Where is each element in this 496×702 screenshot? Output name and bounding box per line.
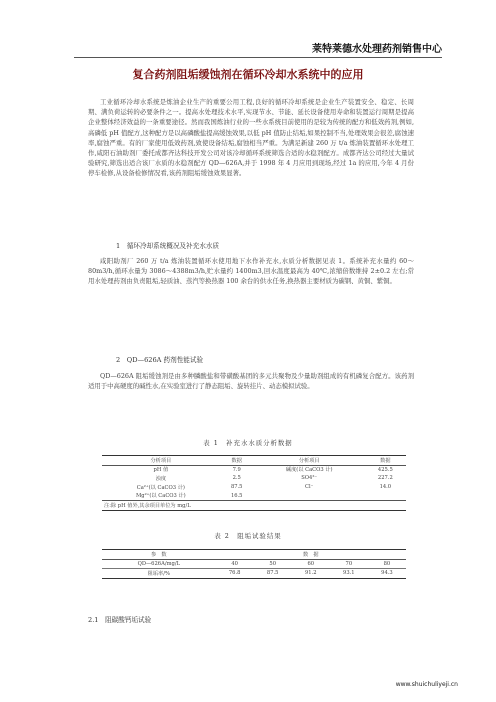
header-cell: 数 据 bbox=[216, 550, 406, 560]
scale-inhibition-table bbox=[102, 549, 406, 579]
section-1-paragraph: 咸阳助剂厂 260 万 t/a 炼油装置循环水使用地下水作补充水,水质分析数据见表 1。系统补充水量约 60～80m3/h,循环水量为 3086～4388m3/h,贮水量约 1400m3,回水温度最高为 40℃,浓缩倍数维持 2±0.2 左右;常用水处理药剂由负责阻垢,轻质油、蒸汽等换热器 100 余台的供水任务,换热器主要材质为碳钢、黄铜、紫铜。 bbox=[88, 257, 414, 286]
table-cell: 87.5 bbox=[266, 570, 279, 577]
brand-header: 莱特莱德水处理药剂销售中心 bbox=[312, 44, 442, 55]
table-cell: pH 值 bbox=[153, 467, 169, 474]
table-row bbox=[102, 569, 406, 579]
table-cell: 40 bbox=[216, 559, 254, 569]
table-2-caption: 表 2 阻垢试验结果 bbox=[214, 532, 282, 540]
table-cell: 91.2 bbox=[304, 570, 317, 577]
table-cell: 94.3 bbox=[381, 570, 393, 577]
section-2-heading: 2 QD—626A 药剂性能试验 bbox=[116, 356, 204, 364]
table-cell: 7.9 bbox=[232, 466, 241, 473]
table-header-row bbox=[102, 550, 406, 560]
water-quality-table bbox=[102, 455, 406, 511]
website-url: www.shuichuliyeji.cn bbox=[395, 681, 458, 688]
table-cell: 50 bbox=[254, 559, 292, 569]
table-row bbox=[102, 559, 406, 569]
table-row bbox=[102, 483, 406, 492]
table-cell: 16.5 bbox=[230, 492, 243, 499]
header-cell: 数据 bbox=[220, 456, 254, 466]
table-cell: 70 bbox=[330, 559, 368, 569]
section-1-heading: 1 循环冷却系统概况及补充水水质 bbox=[116, 242, 220, 250]
intro-paragraph: 工业循环冷却水系统是炼油企业生产的重要公用工程,良好的循环冷却系统是企业生产装置安全、稳定、长周期、满负荷运转的必要条件之一。提高水处理技术水平,实现节水、节能、延长设备使用寿命和装置运行周期是提高企业整体经济效益的一条重要途径。然而我国炼油行业的一些水系统目前使用的是较为传统的配方和低效药剂,例如,高磷低 pH 值配方,这种配方是以高磷酸盐提高缓蚀效果,以低 pH 值防止结垢,如果控制不当,处理效果会很差,腐蚀速率,腐蚀严重。有的厂家使用低效药剂,致使设备结垢,腐蚀相当严重。为满足新建 260 万 t/a 炼油装置循环水处理工作,咸阳石油助剂厂委托成都齐达科技开发公司对该冷却循环系统筛选合适的水稳剂配方。成都齐达公司经过大量试验研究,筛选出适合该厂水质的水稳剂配方 QD—626A,并于 1998 年 4 月应用到现场,经过 1a 的应用,今年 4 月份停车检修,从设备检修情况看,该药剂阻垢缓蚀效果显著。 bbox=[88, 98, 414, 178]
header-rule bbox=[74, 57, 442, 58]
table-cell: 93.1 bbox=[343, 570, 355, 577]
table-cell: 浊度 bbox=[155, 475, 167, 482]
header-cell: 参 数 bbox=[102, 550, 216, 560]
header-cell: 分析项目 bbox=[102, 456, 220, 466]
header-cell: 数据 bbox=[365, 456, 406, 466]
table-cell: 227.2 bbox=[377, 475, 393, 482]
table-cell: Cl⁻ bbox=[305, 484, 314, 491]
table-cell: 14.0 bbox=[379, 484, 392, 491]
table-cell bbox=[365, 491, 406, 500]
section-2-paragraph: QD—626A 阻垢缓蚀剂是由多种膦酸盐和带磺酸基团的多元共聚物及少量助剂组成的有机磷复合配方。该药剂适用于中高硬度的碱性水,在实验室进行了静态阻垢、旋转挂片、动态模拟试验。 bbox=[88, 372, 414, 391]
table-header-row bbox=[102, 456, 406, 466]
table-cell: Ca²⁺(以 CaCO3 计) bbox=[136, 484, 185, 491]
table-cell bbox=[254, 491, 365, 500]
table-cell: 60 bbox=[292, 559, 330, 569]
table-1-caption: 表 1 补充水水质分析数据 bbox=[203, 439, 293, 447]
table-cell: 阻垢率/% bbox=[147, 570, 170, 577]
table-cell: SO4²⁻ bbox=[301, 475, 318, 482]
table-cell: Mg²⁺(以 CaCO3 计) bbox=[135, 493, 186, 500]
section-2-1-heading: 2.1 阻碳酸钙垢试验 bbox=[88, 616, 152, 624]
table-row bbox=[102, 465, 406, 474]
table-cell: 425.5 bbox=[377, 466, 393, 473]
table-row bbox=[102, 474, 406, 483]
table-cell: 76.8 bbox=[228, 570, 241, 577]
table-cell: QD—626A/mg/L bbox=[102, 559, 216, 569]
table-note: 注:除 pH 值外,其余项目单位为 mg/L bbox=[102, 500, 406, 510]
table-cell: 碱度(以 CaCO3 计) bbox=[285, 467, 333, 474]
table-row bbox=[102, 491, 406, 500]
page-title: 复合药剂阻垢缓蚀剂在循环冷却水系统中的应用 bbox=[132, 68, 364, 81]
table-cell: 80 bbox=[368, 559, 406, 569]
header-cell: 分析项目 bbox=[254, 456, 365, 466]
table-note-row bbox=[102, 500, 406, 510]
table-cell: 2.5 bbox=[232, 475, 241, 482]
table-cell: 87.5 bbox=[230, 484, 243, 491]
